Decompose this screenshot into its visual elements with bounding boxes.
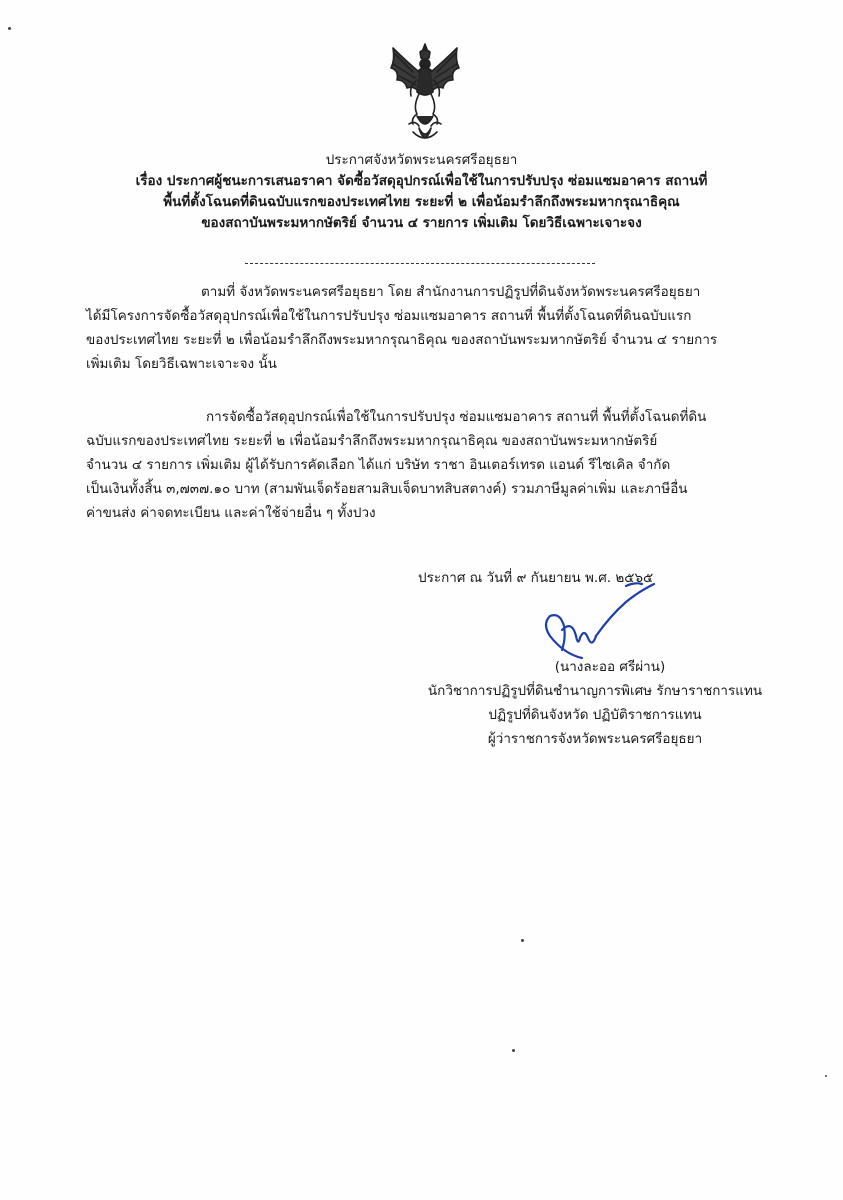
paragraph-2-line-1: การจัดซื้อวัสดุอุปกรณ์เพื่อใช้ในการปรับปรุง ซ่อมแซมอาคาร สถานที่ พื้นที่ตั้งโฉนดที่ดิน <box>206 409 707 425</box>
scan-speck <box>8 27 11 30</box>
paragraph-1-line-4: เพิ่มเติม โดยวิธีเฉพาะเจาะจง นั้น <box>86 356 277 372</box>
header-divider <box>245 263 595 264</box>
signer-name: (นางละออ ศรีผ่าน) <box>554 659 666 675</box>
garuda-emblem-icon <box>383 40 467 144</box>
paragraph-2-line-2: ฉบับแรกของประเทศไทย ระยะที่ ๒ เพื่อน้อมรำลึกถึงพระมหากรุณาธิคุณ ของสถาบันพระมหากษัตริย์ <box>86 433 658 449</box>
body-paragraph-1 <box>86 280 751 376</box>
body-paragraph-2 <box>86 405 751 525</box>
signer-title-1: นักวิชาการปฏิรูปที่ดินชำนาญการพิเศษ รักษาราชการแทน <box>427 683 763 699</box>
scan-speck <box>521 939 524 942</box>
signer-title-3: ผู้ว่าราชการจังหวัดพระนครศรีอยุธยา <box>487 731 703 747</box>
scan-speck <box>512 1049 515 1052</box>
document-header <box>0 150 843 234</box>
subject-line-2: พื้นที่ตั้งโฉนดที่ดินฉบับแรกของประเทศไทย ระยะที่ ๒ เพื่อน้อมรำลึกถึงพระมหากรุณาธิคุณ <box>163 194 680 210</box>
subject-line-3: ของสถาบันพระมหากษัตริย์ จำนวน ๔ รายการ เพิ่มเติม โดยวิธีเฉพาะเจาะจง <box>201 215 642 231</box>
paragraph-2-line-3: จำนวน ๔ รายการ เพิ่มเติม ผู้ได้รับการคัดเลือก ได้แก่ บริษัท ราชา อินเตอร์เทรด แอนด์ รีไซเคิล จำกัด <box>86 457 671 473</box>
paragraph-2-line-4: เป็นเงินทั้งสิ้น ๓,๗๓๗.๑๐ บาท (สามพันเจ็ดร้อยสามสิบเจ็ดบาทสิบสตางค์) รวมภาษีมูลค่าเพิ่ม และภาษีอื่น <box>86 481 688 497</box>
subject-line-1: เรื่อง ประกาศผู้ชนะการเสนอราคา จัดซื้อวัสดุอุปกรณ์เพื่อใช้ในการปรับปรุง ซ่อมแซมอาคาร สถานที่ <box>135 173 708 189</box>
paragraph-1-line-3: ของประเทศไทย ระยะที่ ๒ เพื่อน้อมรำลึกถึงพระมหากรุณาธิคุณ ของสถาบันพระมหากษัตริย์ จำนวน ๔ รายการ <box>86 332 718 348</box>
signer-block <box>370 655 820 751</box>
paragraph-2-line-5: ค่าขนส่ง ค่าจดทะเบียน และค่าใช้จ่ายอื่น ๆ ทั้งปวง <box>86 505 376 521</box>
announcement-date: ประกาศ ณ วันที่ ๙ กันยายน พ.ศ. ๒๕๖๕ <box>418 570 654 586</box>
scan-speck <box>825 1075 827 1077</box>
organization-title: ประกาศจังหวัดพระนครศรีอยุธยา <box>325 152 518 168</box>
paragraph-1-line-1: ตามที่ จังหวัดพระนครศรีอยุธยา โดย สำนักงานการปฏิรูปที่ดินจังหวัดพระนครศรีอยุธยา <box>201 284 701 300</box>
signer-title-2: ปฏิรูปที่ดินจังหวัด ปฏิบัติราชการแทน <box>488 707 702 723</box>
paragraph-1-line-2: ได้มีโครงการจัดซื้อวัสดุอุปกรณ์เพื่อใช้ในการปรับปรุง ซ่อมแซมอาคาร สถานที่ พื้นที่ตั้งโฉนดที่ดินฉบับแรก <box>86 308 692 324</box>
